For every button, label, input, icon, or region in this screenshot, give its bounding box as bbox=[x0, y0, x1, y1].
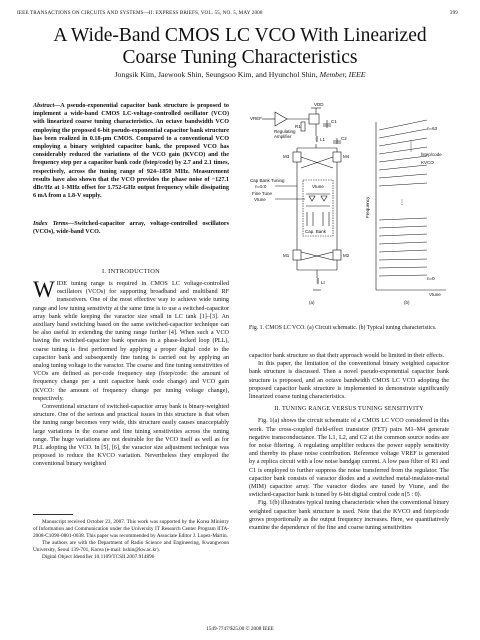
section-heading-2: II. TUNING RANGE VERSUS TUNING SENSITIVITY bbox=[274, 406, 424, 413]
intro-body bbox=[33, 277, 229, 469]
intro-paragraph-1 bbox=[33, 277, 229, 403]
section-heading-intro: I. INTRODUCTION bbox=[101, 268, 161, 275]
vref-label: VREF bbox=[250, 116, 263, 121]
drop-cap: W bbox=[33, 277, 55, 302]
intro-paragraph-1-text: IDE tuning range is required in CMOS LC voltage-controlled oscillators (VCOs) for supporting broadband and multiband RF transceivers. One of the most effective way to achieve wide tuning range and low tuning sensitivity at the same time is to use a switched-capacitor array bank while keeping the varactor size small in LC tank [1]–[3]. An auxiliary band switching based on the same switched-capacitor technique can be also useful in extending the tuning range further [4]. When such a VCO having the switched-capacitor bank operates in a phase-locked loop (PLL), coarse tuning is first performed by applying a proper digital code to the capacitor bank and subsequently fine tuning is carried out by applying an analog tuning voltage to the varactor. The coarse and fine tuning sensitivities of VCOs are defined as per-code frequency step (fstep/code: the amount of frequency change per a unit capacitor bank code change) and VCO gain (KVCO: the amount of frequency change per tuning voltage change), respectively. bbox=[33, 281, 229, 402]
m1-label: M1 bbox=[283, 253, 290, 258]
intro-paragraph-2: Conventional structure of switched-capacitor array bank is binary-weighted structure. One of the serious and practical issues in this structure is that when the tuning range becomes very wide, this structure easily causes unacceptably large variations in the coarse and fine tuning sensitivities across the tuning range. The huge variations are not desirable for the VCO itself as well as for PLL adopting the VCO. In [5], [6], the varactor size adjustment technique was proposed to reduce the KVCO variation. Nevertheless they employed the conventional binary weighted bbox=[33, 404, 229, 468]
varactor-left bbox=[309, 196, 315, 201]
label-n-0: n=0 bbox=[427, 276, 435, 281]
author-list bbox=[0, 70, 480, 79]
c2-label: C2 bbox=[341, 136, 347, 141]
footnote-affiliation: The authors are with the Department of Radio Science and Engineering, Kwangwoon University, Seoul 139-701, Korea (e-mail: hshin@kw.ac.kr). bbox=[33, 540, 229, 553]
footnote-received: Manuscript received October 23, 2007. This work was supported by the Korea Ministry of Information and Communication under the University IT Research Center Program IITA-2008-C1090-0801-0038. This paper was recommended by Associate Editor J. Lopez-Martin. bbox=[33, 519, 229, 539]
inductor-lt bbox=[317, 278, 319, 284]
transistor-m4 bbox=[333, 152, 341, 162]
plot-y-title: Frequency bbox=[365, 196, 370, 218]
lt-label: Lt bbox=[321, 280, 325, 285]
varactor-right bbox=[321, 196, 327, 201]
author-names: Jongsik Kim, Jaewook Shin, Seungsoo Kim, and Hyunchol Shin, bbox=[114, 70, 318, 79]
abstract bbox=[33, 102, 229, 200]
index-terms-label: Index Terms bbox=[33, 221, 69, 227]
plot-x-title: Vtune bbox=[429, 292, 441, 297]
regulating-amplifier-label-1: Regulating bbox=[274, 129, 296, 134]
circuit-schematic bbox=[250, 102, 350, 305]
abstract-text: —A pseudo-exponential capacitor bank structure is proposed to implement a wide-band CMOS LC-voltage-controlled oscillator (VCO) with linearized coarse tuning characteristics. An octave bandwidth VCO employing the proposed 6-bit pseudo-exponential capacitor bank structure has been realized in 0.18-μm CMOS. Compared to a conventional VCO employing a binary weighted capacitor bank, the proposed VCO has considerably reduced the variations of the VCO gain (KVCO) and the frequency step per a capacitor bank code (fstep/code) by 2.7 and 2.1 times, respectively, across the tuning range of 924–1850 MHz. Measurement results have also shown that the VCO provides the phase noise of −127.1 dBc/Hz at 1-MHz offset for 1.752-GHz output frequency while dissipating 6 mA from a 1.8-V supply. bbox=[33, 103, 229, 200]
vtune-input-label: Vtune bbox=[254, 197, 266, 202]
right-paragraph-3: Fig. 1(a) shows the circuit schematic of a CMOS LC VCO considered in this work. The cross-coupled field-effect transistor (FET) pairs M1–M4 generate negative transconductance. The L1, L2, and C2 at the common source nodes are for noise filtering. A regulating amplifier reduces the power supply sensitivity and thereby its phase noise contribution. Reference voltage VREF is generated by a replica circuit with a low noise bandgap current. A low pass filter of R1 and C1 is employed to further suppress the noise transferred from the regulator. The capacitor bank consists of varactor diodes and a switched metal-insulator-metal (MIM) capacitor array. The varactor diodes are tuned by Vtune, and the switched-capacitor bank is tuned by 6-bit digital control code n⟨5 : 0⟩. bbox=[249, 418, 449, 499]
cap-bank-label: Cap. Bank bbox=[305, 229, 327, 234]
l1-label: L1 bbox=[320, 137, 326, 142]
index-terms-text: —Switched-capacitor array, voltage-controlled oscillators (VCOs), wide-band VCO. bbox=[33, 221, 229, 236]
label-n-63: n=63 bbox=[427, 126, 438, 131]
title-line-2: Coarse Tuning Characteristics bbox=[122, 47, 358, 68]
index-terms bbox=[33, 220, 229, 236]
fine-tune-label: Fine Tune bbox=[252, 191, 273, 196]
r1-label: R1 bbox=[295, 124, 301, 129]
transistor-m1 bbox=[293, 250, 301, 260]
tuning-curves bbox=[379, 120, 427, 276]
regulating-amplifier-symbol bbox=[275, 112, 287, 126]
page-number: 399 bbox=[449, 10, 458, 16]
paper-title bbox=[0, 25, 480, 69]
resistor-r1 bbox=[301, 122, 305, 131]
transistor-m2 bbox=[333, 250, 341, 260]
plot-dots: ⋮ bbox=[399, 200, 405, 206]
author-membership: Member, IEEE bbox=[319, 70, 366, 79]
tuning-characteristics-plot bbox=[365, 120, 446, 305]
page-footer: 1549-7747/$25.00 © 2008 IEEE bbox=[206, 626, 274, 632]
inductor-l1 bbox=[316, 136, 318, 142]
pass-transistor bbox=[309, 114, 319, 124]
right-column-body bbox=[249, 352, 449, 532]
vdd-label: VDD bbox=[314, 102, 324, 107]
transistor-m3 bbox=[293, 152, 301, 162]
cap-bank-tuning-label: Cap Bank Tuning bbox=[250, 178, 285, 183]
title-line-1: A Wide-Band CMOS LC VCO With Linearized bbox=[53, 25, 427, 46]
fstep-code-label: fstep/code bbox=[421, 152, 442, 157]
m2-label: M2 bbox=[343, 253, 350, 258]
right-paragraph-1: capacitor bank structure so that their approach would be limited in their effects. bbox=[249, 353, 445, 359]
figure-caption: Fig. 1. CMOS LC VCO. (a) Circuit schematic. (b) Typical tuning characteristics. bbox=[249, 325, 437, 331]
m4-label: M4 bbox=[343, 154, 350, 159]
footnotes bbox=[33, 519, 229, 561]
vtune-internal-label: Vtune bbox=[312, 184, 324, 189]
right-paragraph-2: In this paper, the limitation of the conventional binary weighted capacitor bank structure is discussed. Then a novel pseudo-exponential capacitor bank structure is proposed, and an octave bandwidth CMOS LC VCO adopting the proposed capacitor bank structure is implemented to demonstrate significantly linearized coarse tuning characteristics. bbox=[249, 361, 449, 401]
right-paragraph-4: Fig. 1(b) illustrates typical tuning characteristic when the conventional binary weighted capacitor bank structure is used. Note that the KVCO and fstep/code grows proportionally as the output frequency increases. Here, we quantitatively examine the dependence of the fine and coarse tuning sensitivities bbox=[249, 500, 449, 532]
regulating-amplifier-label-2: Amplifier bbox=[274, 134, 292, 139]
subfigure-b-label: (b) bbox=[404, 300, 410, 305]
m3-label: M3 bbox=[283, 154, 290, 159]
subfigure-a-label: (a) bbox=[309, 300, 315, 305]
footnote-rule bbox=[33, 514, 73, 515]
kvco-label: KVCO bbox=[421, 160, 434, 165]
running-header: IEEE TRANSACTIONS ON CIRCUITS AND SYSTEMS—II: EXPRESS BRIEFS, VOL. 55, NO. 5, MAY 2008 bbox=[17, 10, 263, 16]
code-range-label: n=5:0 bbox=[255, 184, 267, 189]
footnote-doi: Digital Object Identifier 10.1109/TCSII.2007.914896 bbox=[42, 554, 155, 560]
figure-1 bbox=[249, 100, 449, 312]
c1-label: C1 bbox=[331, 119, 337, 124]
abstract-label: Abstract bbox=[33, 103, 55, 109]
